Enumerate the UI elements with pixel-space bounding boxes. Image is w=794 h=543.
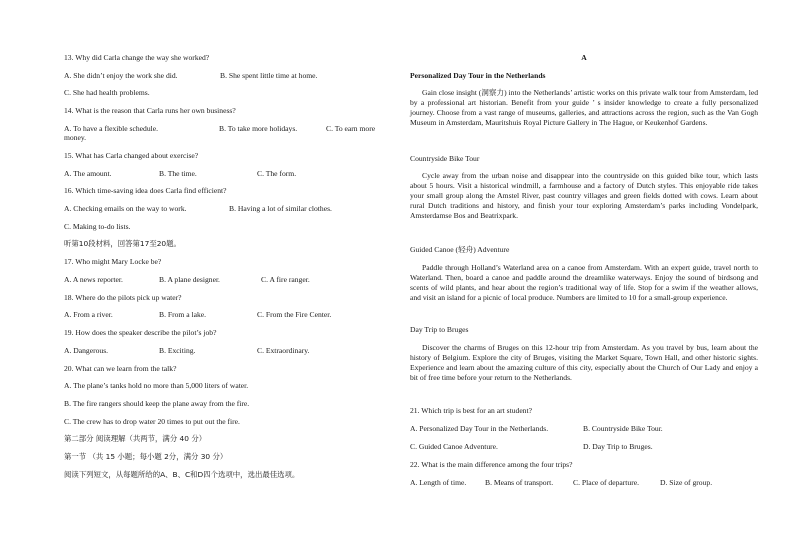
canoe-heading: Guided Canoe (轻舟) Adventure <box>410 245 510 254</box>
q14-text: 14. What is the reason that Carla runs her own business? <box>64 106 236 115</box>
bruges-heading: Day Trip to Bruges <box>410 325 469 334</box>
q16-option-c[interactable]: C. Making to-do lists. <box>64 222 131 231</box>
reading-instruction: 阅读下列短文，从每题所给的A、B、C和D四个选项中，选出最佳选项。 <box>64 470 300 479</box>
q22-option-b[interactable]: B. Means of transport. <box>485 478 554 487</box>
q13-text: 13. Why did Carla change the way she worked? <box>64 53 210 62</box>
q15-option-b[interactable]: B. The time. <box>159 169 197 178</box>
q22-option-d[interactable]: D. Size of group. <box>660 478 713 487</box>
q18-option-c[interactable]: C. From the Fire Center. <box>257 310 332 319</box>
q15-option-a[interactable]: A. The amount. <box>64 169 112 178</box>
bike-tour-heading: Countryside Bike Tour <box>410 154 480 163</box>
q18-text: 18. Where do the pilots pick up water? <box>64 293 182 302</box>
passage-title: Personalized Day Tour in the Netherlands <box>410 71 546 80</box>
section-one-heading: 第一节 （共 15 小题；每小题 2分，满分 30 分） <box>64 452 228 461</box>
q17-option-a[interactable]: A. A news reporter. <box>64 275 123 284</box>
q20-option-a[interactable]: A. The plane’s tanks hold no more than 5,000 liters of water. <box>64 381 249 390</box>
part-two-heading: 第二部分 阅读理解（共两节，满分 40 分） <box>64 434 207 443</box>
q19-option-a[interactable]: A. Dangerous. <box>64 346 109 355</box>
q13-option-c[interactable]: C. She had health problems. <box>64 88 150 97</box>
q22-option-a[interactable]: A. Length of time. <box>410 478 467 487</box>
q22-text: 22. What is the main difference among the four trips? <box>410 460 573 469</box>
material-10-instruction: 听第10段材料，回答第17至20题。 <box>64 239 181 248</box>
bike-tour-paragraph: Cycle away from the urban noise and disappear into the countryside on this guided bike tour, which lasts about 5 hours. Visit a historical windmill, a farmhouse and a factory of Dutch styles. This enjoyable ride takes your small group along the Amstel River, past country villages and green fields dotted with cows. Learn about rural Dutch traditions and history, and finish your tour exploring Amsterdam’s parks including Vondelpark, Amsterdamse Bos and Beatrixpark. <box>410 171 758 220</box>
bruges-paragraph: Discover the charms of Bruges on this 12-hour trip from Amsterdam. As you travel by bus, learn about the history of Belgium. Explore the city of Bruges, visiting the Market Square, Town Hall, and other historic sights. Experience and learn about the amazing culture of this city, especially about the Church of Our Lady and enjoy a bit of free time before your return to the Netherlands. <box>410 343 758 382</box>
q13-option-a[interactable]: A. She didn’t enjoy the work she did. <box>64 71 178 80</box>
canoe-paragraph: Paddle through Holland’s Waterland area on a canoe from Amsterdam. With an expert guide, travel north to Waterland. Then, board a canoe and paddle around the dreamlike waterways. Enjoy the sound of birdsong and scents of wild plants, and hear about the region’s traditional way of life. Stop for a swim if the weather allows, and visit an island for a picnic of local produce. Numbers are limited to 10 for a small-group experience. <box>410 263 758 302</box>
q14-option-a[interactable]: A. To have a flexible schedule. <box>64 124 159 133</box>
q21-option-b[interactable]: B. Countryside Bike Tour. <box>583 424 663 433</box>
q19-text: 19. How does the speaker describe the pilot’s job? <box>64 328 217 337</box>
q19-option-b[interactable]: B. Exciting. <box>159 346 196 355</box>
q14-option-c-cont: money. <box>64 133 87 142</box>
intro-paragraph: Gain close insight (洞察力) into the Netherlands’ artistic works on this private walk tour from Amsterdam, led by a professional art historian. Benefit from your guide ’ s insider knowledge to create a fully personalized journey. Choose from a vast range of museums, galleries, and attractions across the region, such as the Van Gogh Museum in Amsterdam, Mauritshuis Royal Picture Gallery in The Hague, or Keukenhof Gardens. <box>410 88 758 127</box>
q21-text: 21. Which trip is best for an art student? <box>410 406 532 415</box>
q14-option-c[interactable]: C. To earn more <box>326 124 376 133</box>
q13-option-b[interactable]: B. She spent little time at home. <box>220 71 318 80</box>
q19-option-c[interactable]: C. Extraordinary. <box>257 346 310 355</box>
q20-option-c[interactable]: C. The crew has to drop water 20 times to put out the fire. <box>64 417 240 426</box>
q17-option-c[interactable]: C. A fire ranger. <box>261 275 310 284</box>
q18-option-b[interactable]: B. From a lake. <box>159 310 207 319</box>
passage-letter: A <box>581 53 587 62</box>
q21-option-a[interactable]: A. Personalized Day Tour in the Netherlands. <box>410 424 549 433</box>
q16-text: 16. Which time-saving idea does Carla find efficient? <box>64 186 227 195</box>
q21-option-c[interactable]: C. Guided Canoe Adventure. <box>410 442 498 451</box>
q16-option-a[interactable]: A. Checking emails on the way to work. <box>64 204 187 213</box>
q15-option-c[interactable]: C. The form. <box>257 169 297 178</box>
q20-text: 20. What can we learn from the talk? <box>64 364 177 373</box>
q20-option-b[interactable]: B. The fire rangers should keep the plane away from the fire. <box>64 399 250 408</box>
q17-text: 17. Who might Mary Locke be? <box>64 257 162 266</box>
q14-option-b[interactable]: B. To take more holidays. <box>219 124 298 133</box>
q18-option-a[interactable]: A. From a river. <box>64 310 113 319</box>
q16-option-b[interactable]: B. Having a lot of similar clothes. <box>229 204 332 213</box>
q15-text: 15. What has Carla changed about exercise? <box>64 151 199 160</box>
q21-option-d[interactable]: D. Day Trip to Bruges. <box>583 442 653 451</box>
q22-option-c[interactable]: C. Place of departure. <box>573 478 639 487</box>
q17-option-b[interactable]: B. A plane designer. <box>159 275 220 284</box>
